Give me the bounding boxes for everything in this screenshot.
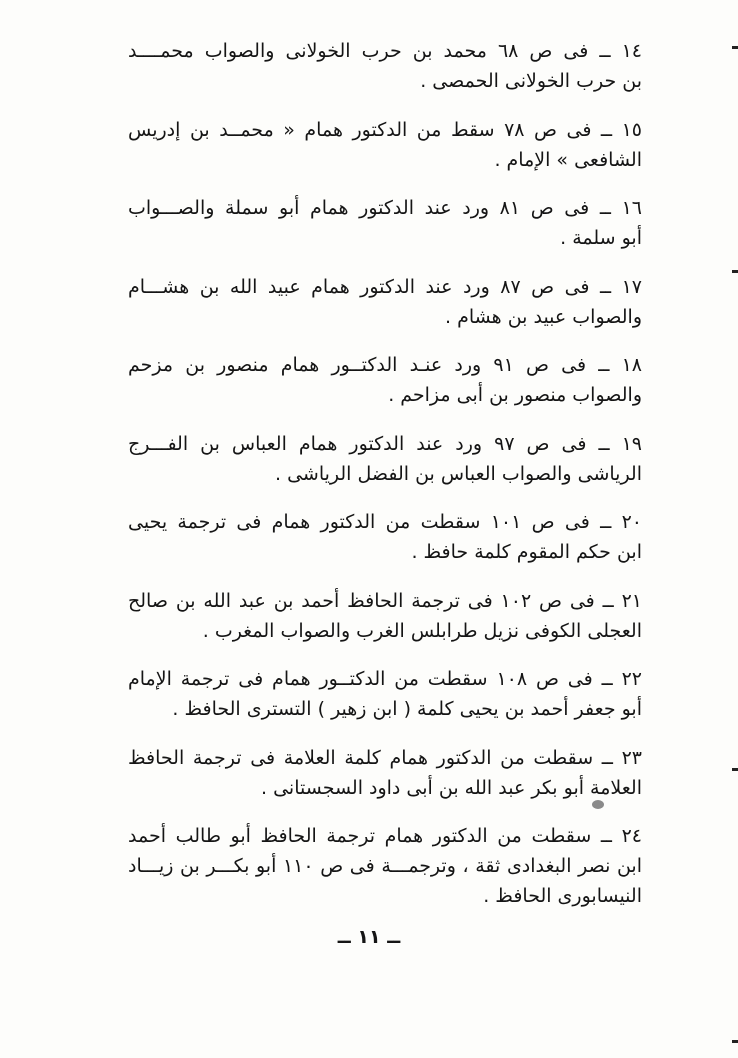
entry-line: الشافعى » الإمام . [494,148,642,171]
entry-line: ٢١ ــ فى ص ١٠٢ فى ترجمة الحافظ أحمد بن عبد الله بن صالح [128,589,642,612]
entry-line: بن حرب الخولانى الحمصى . [420,70,642,92]
entry-line: ١٧ ــ فى ص ٨٧ ورد عند الدكتور همام عبيد الله بن هشـــام [128,275,642,298]
errata-entry-22 [128,664,642,743]
entry-line: ١٤ ــ فى ص ٦٨ محمد بن حرب الخولانى والصواب محمــــد [128,40,642,62]
edge-mark [732,270,738,273]
entry-line: ٢٣ ــ سقطت من الدكتور همام كلمة العلامة فى ترجمة الحافظ [128,746,642,769]
entry-line: ١٩ ــ فى ص ٩٧ ورد عند الدكتور همام العباس بن الفـــرج [128,432,642,455]
errata-entry-23 [128,743,642,822]
errata-entry-24 [128,821,642,921]
entry-line: ٢٢ ــ فى ص ١٠٨ سقطت من الدكتــور همام فى ترجمة الإمام [128,668,642,690]
entry-line: ٢٠ ــ فى ص ١٠١ سقطت من الدكتور همام فى ترجمة يحيى [128,511,642,533]
entry-line: والصواب منصور بن أبى مزاحم . [388,384,642,406]
entry-line: الرياشى والصواب العباس بن الفضل الرياشى . [275,462,642,485]
entry-line: أبو سلمة . [560,227,642,249]
errata-entry-15 [128,115,642,194]
errata-entry-14 [128,36,642,115]
entry-line: ١٦ ــ فى ص ٨١ ورد عند الدكتور همام أبو سملة والصـــواب [128,197,642,219]
edge-mark [732,768,738,771]
errata-entry-20 [128,507,642,586]
entry-line: ابن حكم المقوم كلمة حافظ . [411,541,642,563]
entry-line: والصواب عبيد بن هشام . [445,305,642,328]
errata-entry-18 [128,350,642,429]
entry-line: أبو جعفر أحمد بن يحيى كلمة ( ابن زهير ) التسترى الحافظ . [172,698,642,720]
entry-line: العجلى الكوفى نزيل طرابلس الغرب والصواب المغرب . [202,619,642,642]
errata-entry-21 [128,586,642,665]
edge-mark [732,1040,738,1043]
entry-line: النيسابورى الحافظ . [483,885,642,907]
page-number: ــ ١١ ــ [337,926,401,948]
errata-entry-16 [128,193,642,272]
edge-mark [732,46,738,49]
entry-line: ابن نصر البغدادى ثقة ، وترجمـــة فى ص ١١٠ أبو بكـــر بن زيـــاد [128,855,642,877]
entry-line: ١٨ ــ فى ص ٩١ ورد عنـد الدكتــور همام منصور بن مزحم [128,354,642,376]
errata-entry-19 [128,429,642,508]
entry-line: ٢٤ ــ سقطت من الدكتور همام ترجمة الحافظ أبو طالب أحمد [128,825,642,847]
entry-line: العلامة أبو بكر عبد الله بن أبى داود السجستانى . [261,776,642,799]
entry-line: ١٥ ــ فى ص ٧٨ سقط من الدكتور همام « محمــد بن إدريس [128,118,642,141]
errata-entry-17 [128,272,642,351]
errata-list [128,36,642,921]
